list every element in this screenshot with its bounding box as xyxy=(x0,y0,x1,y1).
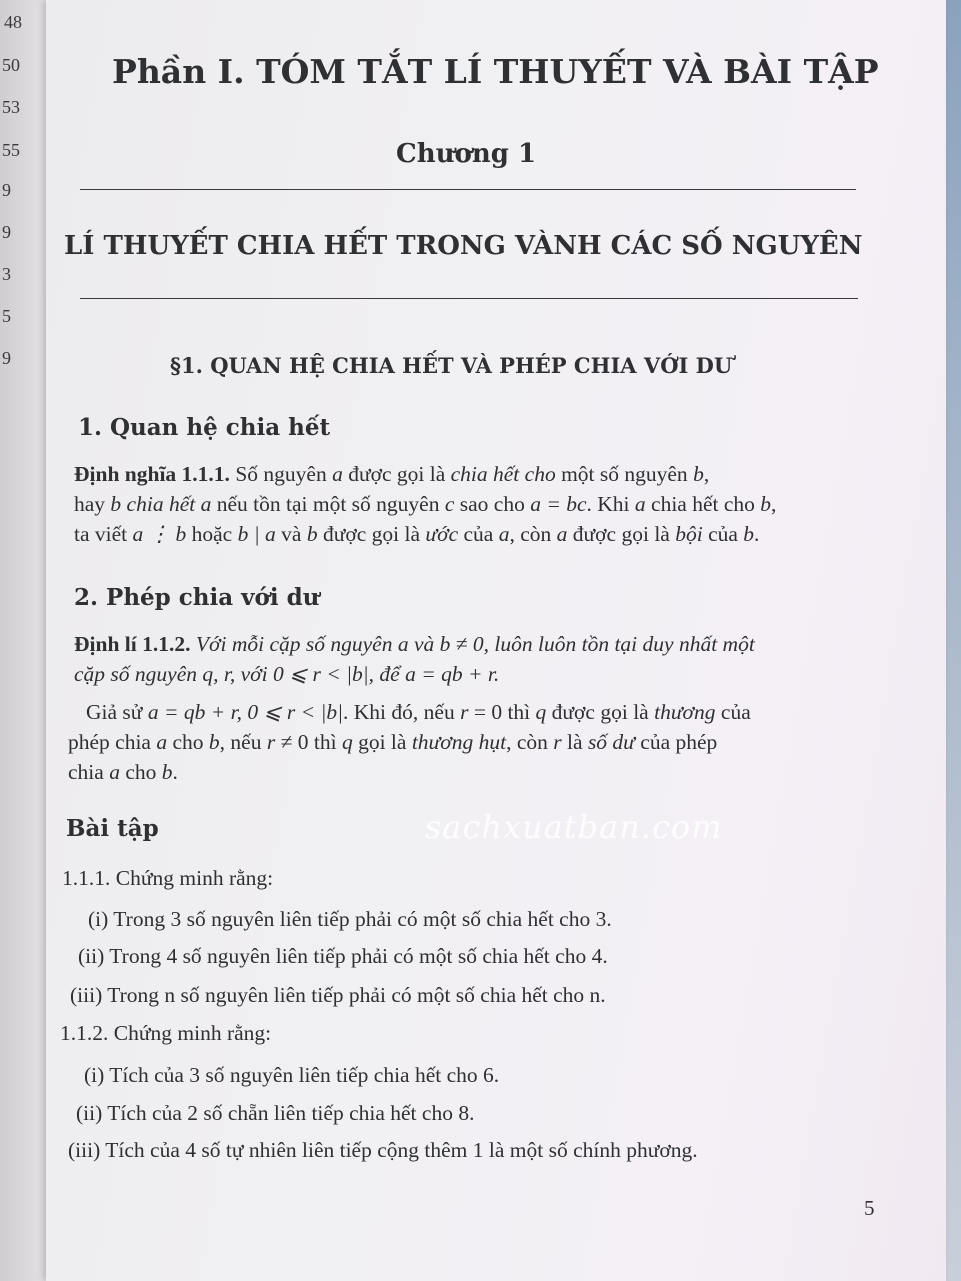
edge-number: 55 xyxy=(2,140,20,160)
exercise-item: (ii) Trong 4 số nguyên liên tiếp phải có một số chia hết cho 4. xyxy=(78,944,608,968)
edge-number: 50 xyxy=(2,55,20,75)
theorem-label: Định lí 1.1.2. xyxy=(74,632,191,656)
exercise-item: (iii) Tích của 4 số tự nhiên liên tiếp cộng thêm 1 là một số chính phương. xyxy=(68,1138,698,1162)
exercise-1-1-1: 1.1.1. Chứng minh rằng: xyxy=(62,866,274,890)
exercise-item: (iii) Trong n số nguyên liên tiếp phải có một số chia hết cho n. xyxy=(70,983,606,1007)
remark-paragraph: Giả sử a = qb + r, 0 ⩽ r < |b|. Khi đó, nếu r = 0 thì q được gọi là thương của phép chia a cho b, nếu r ≠ 0 thì q gọi là thương hụt, còn r là số dư của phép chia a cho b. xyxy=(68,700,751,784)
exercise-item: (ii) Tích của 2 số chẵn liên tiếp chia hết cho 8. xyxy=(76,1101,475,1125)
exercise-1-1-2: 1.1.2. Chứng minh rằng: xyxy=(60,1021,272,1045)
subsection-heading-1: 1. Quan hệ chia hết xyxy=(78,414,331,441)
definition-1-1-1: Định nghĩa 1.1.1. Số nguyên a được gọi là chia hết cho một số nguyên b, hay b chia hết a nếu tồn tại một số nguyên c sao cho a = bc. Khi a chia hết cho b, ta viết a ⋮ b hoặc b | a và b được gọi là ước của a, còn a được gọi là bội của b. xyxy=(74,462,777,546)
edge-number: 3 xyxy=(2,264,11,284)
page-number: 5 xyxy=(864,1196,875,1220)
edge-number: 48 xyxy=(4,12,22,32)
adjacent-page-edge xyxy=(0,0,46,1281)
exercise-item: (i) Tích của 3 số nguyên liên tiếp chia hết cho 6. xyxy=(84,1063,500,1087)
edge-number: 53 xyxy=(2,97,20,117)
chapter-rule-top xyxy=(80,189,856,190)
chapter-rule-bottom xyxy=(80,298,858,299)
exercises-heading: Bài tập xyxy=(66,815,159,842)
exercise-item: (i) Trong 3 số nguyên liên tiếp phải có một số chia hết cho 3. xyxy=(88,907,612,931)
definition-label: Định nghĩa 1.1.1. xyxy=(74,462,230,486)
section-title: §1. QUAN HỆ CHIA HẾT VÀ PHÉP CHIA VỚI DƯ xyxy=(170,353,733,378)
chapter-label: Chương 1 xyxy=(396,139,537,169)
watermark: sachxuatban.com xyxy=(425,808,723,846)
background-strip xyxy=(946,0,961,1281)
subsection-heading-2: 2. Phép chia với dư xyxy=(74,584,320,611)
chapter-title: LÍ THUYẾT CHIA HẾT TRONG VÀNH CÁC SỐ NGUYÊN xyxy=(64,231,863,261)
edge-number: 9 xyxy=(2,222,11,242)
theorem-1-1-2: Định lí 1.1.2. Với mỗi cặp số nguyên a và b ≠ 0, luôn luôn tồn tại duy nhất một cặp số nguyên q, r, với 0 ⩽ r < |b|, để a = qb + r. xyxy=(74,632,755,686)
part-title: Phần I. TÓM TẮT LÍ THUYẾT VÀ BÀI TẬP xyxy=(112,52,879,91)
edge-number: 9 xyxy=(2,348,11,368)
edge-number: 9 xyxy=(2,180,11,200)
edge-number: 5 xyxy=(2,306,11,326)
